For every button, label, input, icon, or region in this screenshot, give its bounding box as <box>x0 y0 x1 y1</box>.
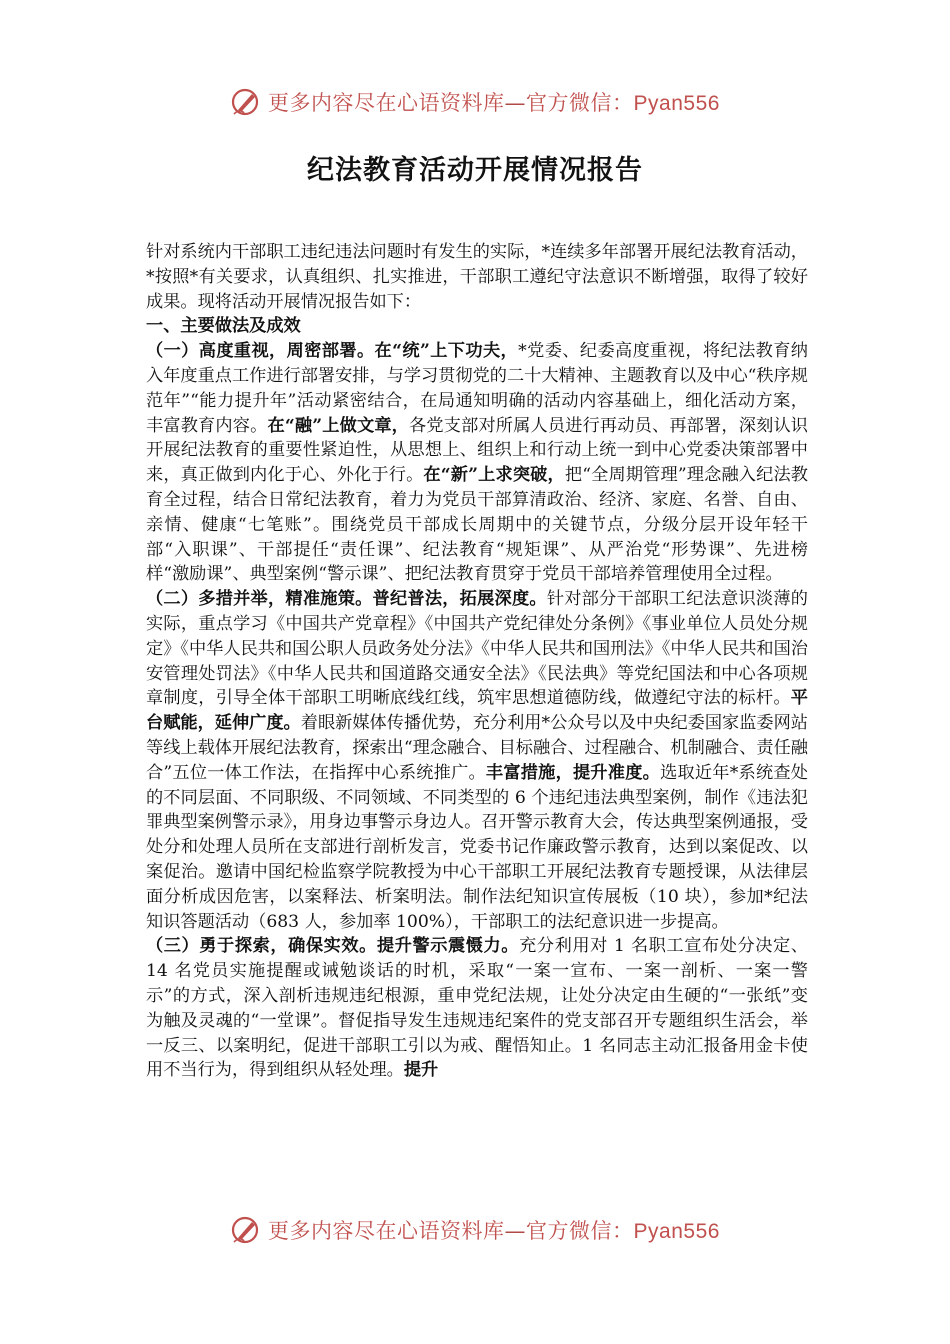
watermark-text: 更多内容尽在心语资料库—官方微信：Pyan556 <box>268 1219 720 1243</box>
document-title: 纪法教育活动开展情况报告 <box>307 155 643 186</box>
paragraph-3: （三）勇于探索，确保实效。提升警示震慑力。充分利用对 1 名职工宣布处分决定、14 名党员实施提醒或诫勉谈话的时机，采取“一案一宣布、一案一剖析、一案一警示”的方式，深入剖析违规违纪根源，重申党纪法规，让处分决定由生硬的“一张纸”变为触及灵魂的“一堂课”。督促指导发生违规违纪案件的党支部召开专题组织生活会，举一反三、以案明纪，促进干部职工引以为戒、醒悟知止。1 名同志主动汇报备用金卡使用不当行为，得到组织从轻处理。提升 <box>146 936 808 1081</box>
paragraph-1: （一）高度重视，周密部署。在“统”上下功夫，*党委、纪委高度重视，将纪法教育纳入年度重点工作进行部署安排，与学习贯彻党的二十大精神、主题教育以及中心“秩序规范年”“能力提升年”活动紧密结合，在局通知明确的活动内容基础上，细化活动方案，丰富教育内容。在“融”上做文章，各党支部对所属人员进行再动员、再部署，深刻认识开展纪法教育的重要性紧迫性，从思想上、组织上和行动上统一到中心党委决策部署中来，真正做到内化于心、外化于行。在“新”上求突破，把“全周期管理”理念融入纪法教育全过程，结合日常纪法教育，着力为党员干部算清政治、经济、家庭、名誉、自由、亲情、健康“七笔账”。围绕党员干部成长周期中的关键节点，分级分层开设年轻干部“入职课”、干部提任“责任课”、纪法教育“规矩课”、从严治党“形势课”、先进榜样“激励课”、典型案例“警示课”、把纪法教育贯穿于党员干部培养管理使用全过程。 <box>146 341 808 585</box>
watermark-text: 更多内容尽在心语资料库—官方微信：Pyan556 <box>268 91 720 115</box>
footer-watermark-banner <box>0 1210 950 1250</box>
header-watermark-banner <box>0 82 950 122</box>
pen-logo-icon <box>230 1214 262 1246</box>
paragraph-2: （二）多措并举，精准施策。普纪普法，拓展深度。针对部分干部职工纪法意识淡薄的实际，重点学习《中国共产党章程》《中国共产党纪律处分条例》《事业单位人员处分规定》《中华人民共和国公职人员政务处分法》《中华人民共和国刑法》《中华人民共和国治安管理处罚法》《中华人民共和国道路交通安全法》《民法典》等党纪国法和中心各项规章制度，引导全体干部职工明晰底线红线，筑牢思想道德防线，做遵纪守法的标杆。平台赋能，延伸广度。着眼新媒体传播优势，充分利用*公众号以及中央纪委国家监委网站等线上载体开展纪法教育，探索出“理念融合、目标融合、过程融合、机制融合、责任融合”五位一体工作法，在指挥中心系统推广。丰富措施，提升准度。选取近年*系统查处的不同层面、不同职级、不同领域、不同类型的 6 个违纪违法典型案例，制作《违法犯罪典型案例警示录》，用身边事警示身边人。召开警示教育大会，传达典型案例通报，受处分和处理人员所在支部进行剖析发言，党委书记作廉政警示教育，达到以案促改、以案促治。邀请中国纪检监察学院教授为中心干部职工开展纪法教育专题授课，从法律层面分析成因危害，以案释法、析案明法。制作法纪知识宣传展板（10 块），参加*纪法知识答题活动（683 人，参加率 100%），干部职工的法纪意识进一步提高。 <box>146 589 808 932</box>
section-heading: 一、主要做法及成效 <box>146 316 301 337</box>
document-body <box>146 240 808 1083</box>
intro-paragraph: 针对系统内干部职工违纪违法问题时有发生的实际，*连续多年部署开展纪法教育活动，*按照*有关要求，认真组织、扎实推进，干部职工遵纪守法意识不断增强，取得了较好成果。现将活动开展情况报告如下： <box>146 242 808 312</box>
pen-logo-icon <box>230 86 262 118</box>
